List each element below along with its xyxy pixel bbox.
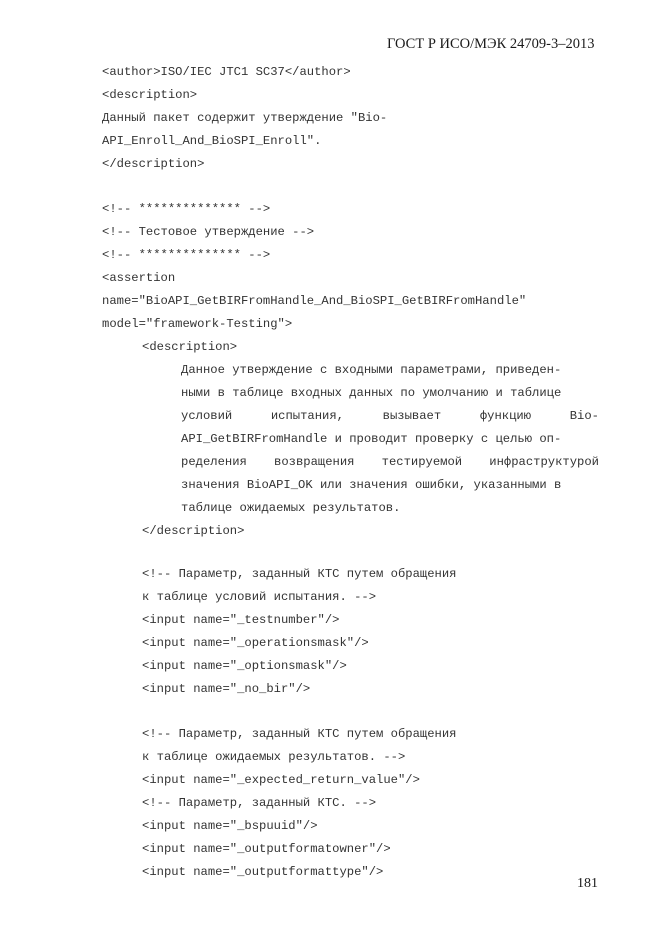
code-line: <input name="_testnumber"/> [142, 613, 340, 627]
code-line: таблице ожидаемых результатов. [181, 501, 401, 515]
code-line: <input name="_outputformattype"/> [142, 865, 384, 879]
code-line: <input name="_no_bir"/> [142, 682, 311, 696]
code-line: <assertion [102, 271, 176, 285]
code-line: <!-- Параметр, заданный КТС путем обращения [142, 727, 457, 741]
code-line: <!-- ************** --> [102, 202, 271, 216]
code-line: к таблице условий испытания. --> [142, 590, 377, 604]
code-line: <!-- Параметр, заданный КТС. --> [142, 796, 377, 810]
code-line [181, 454, 599, 470]
code-line: <input name="_optionsmask"/> [142, 659, 347, 673]
code-line: <description> [142, 340, 238, 354]
code-line: <description> [102, 88, 198, 102]
code-line: model="framework-Testing"> [102, 317, 293, 331]
code-word: условий [181, 409, 233, 423]
code-line: Данный пакет содержит утверждение "Bio- [102, 111, 388, 125]
document-header: ГОСТ Р ИСО/МЭК 24709-3–2013 [387, 36, 595, 52]
code-line: name="BioAPI_GetBIRFromHandle_And_BioSPI_GetBIRFromHandle" [102, 294, 527, 308]
code-line: API_GetBIRFromHandle и проводит проверку с целью оп- [181, 432, 562, 446]
code-line [181, 408, 599, 424]
code-line: <input name="_outputformatowner"/> [142, 842, 391, 856]
code-word: инфраструктурой [489, 455, 599, 469]
code-line: <!-- Тестовое утверждение --> [102, 225, 315, 239]
page-number: 181 [577, 876, 598, 891]
code-word: тестируемой [381, 455, 463, 469]
code-line: <input name="_bspuuid"/> [142, 819, 318, 833]
code-line: Данное утверждение с входными параметрами, приведен- [181, 363, 562, 377]
code-word: ределения [181, 455, 247, 469]
code-line: ными в таблице входных данных по умолчанию и таблице [181, 386, 562, 400]
code-line: </description> [102, 157, 205, 171]
code-line: к таблице ожидаемых результатов. --> [142, 750, 406, 764]
code-word: вызывает [382, 409, 442, 423]
code-line: <!-- Параметр, заданный КТС путем обращения [142, 567, 457, 581]
code-word: возвращения [274, 455, 355, 469]
code-line: <input name="_expected_return_value"/> [142, 773, 420, 787]
code-word: функцию [479, 409, 532, 423]
code-line: значения BioAPI_OK или значения ошибки, указанными в [181, 478, 562, 492]
code-word: Bio- [569, 409, 599, 423]
code-line: <input name="_operationsmask"/> [142, 636, 369, 650]
code-word: испытания, [270, 409, 344, 423]
code-line: <author>ISO/IEC JTC1 SC37</author> [102, 65, 351, 79]
code-line: <!-- ************** --> [102, 248, 271, 262]
code-line: API_Enroll_And_BioSPI_Enroll". [102, 134, 322, 148]
code-line: </description> [142, 524, 245, 538]
